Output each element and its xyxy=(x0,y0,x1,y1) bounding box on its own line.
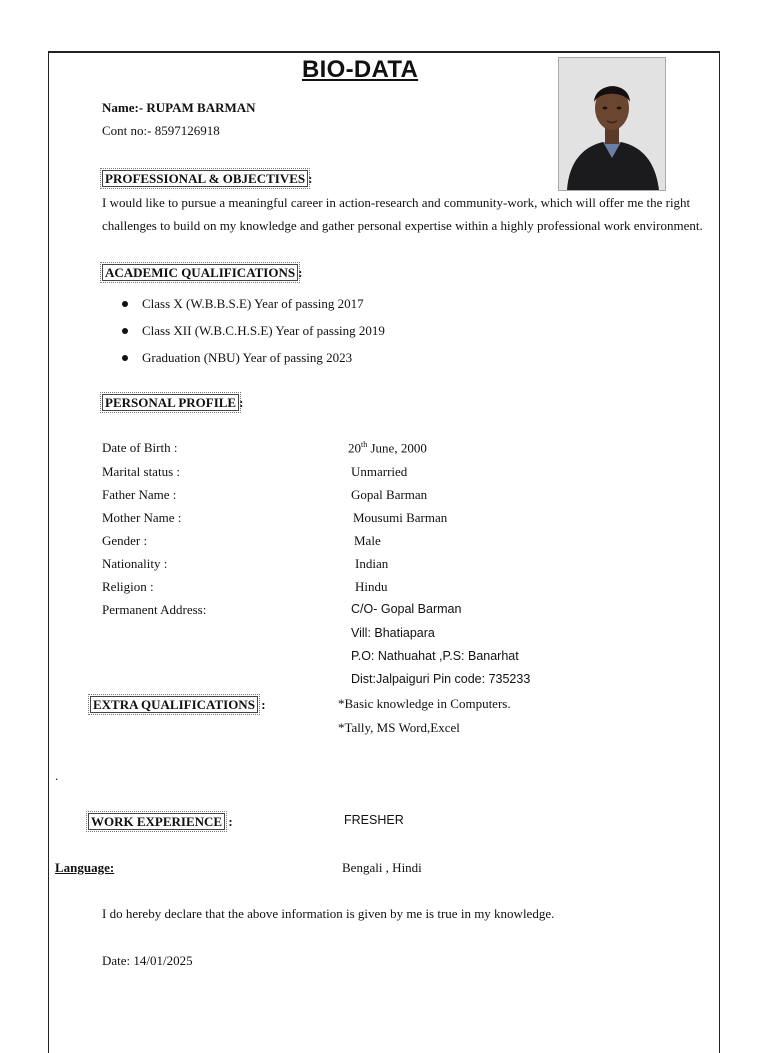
academic-list xyxy=(122,290,385,371)
contact-number: Cont no:- 8597126918 xyxy=(102,123,220,138)
list-item: Graduation (NBU) Year of passing 2023 xyxy=(122,344,385,371)
gender-label: Gender : xyxy=(102,533,148,548)
objectives-text: I would like to pursue a meaningful career in action-research and community-work, which will offer me the right challenges to build on my knowledge and gather personal expertise within a highly professional work environment. xyxy=(102,195,703,233)
mother-value: Mousumi Barman xyxy=(353,510,448,525)
work-heading: WORK EXPERIENCE : xyxy=(88,813,233,830)
bullet-icon xyxy=(122,301,128,307)
address-line: Vill: Bhatiapara xyxy=(351,626,435,640)
marital-value: Unmarried xyxy=(351,464,408,479)
address-label: Permanent Address: xyxy=(102,602,207,617)
father-value: Gopal Barman xyxy=(351,487,428,502)
address-line: C/O- Gopal Barman xyxy=(351,602,462,616)
address-line: Dist:Jalpaiguri Pin code: 735233 xyxy=(351,672,531,686)
address-line: P.O: Nathuahat ,P.S: Banarhat xyxy=(351,649,519,663)
personal-heading: PERSONAL PROFILE : xyxy=(102,394,243,411)
bullet-icon xyxy=(122,355,128,361)
candidate-name: Name:- RUPAM BARMAN xyxy=(102,100,256,115)
nationality-label: Nationality : xyxy=(102,556,168,571)
stray-dot: . xyxy=(55,768,59,783)
religion-value: Hindu xyxy=(355,579,388,594)
profile-photo-image xyxy=(559,58,665,190)
academic-heading-text: ACADEMIC QUALIFICATIONS xyxy=(102,264,298,281)
list-item: Class X (W.B.B.S.E) Year of passing 2017 xyxy=(122,290,385,317)
page-title: BIO-DATA xyxy=(302,56,419,83)
dob-value: 20th June, 2000 xyxy=(348,440,427,456)
work-heading-text: WORK EXPERIENCE xyxy=(88,813,225,830)
work-value: FRESHER xyxy=(344,813,404,827)
declaration-text: I do hereby declare that the above information is given by me is true in my knowledge. xyxy=(102,906,555,921)
extra-heading: EXTRA QUALIFICATIONS : xyxy=(90,696,266,713)
language-label: Language: xyxy=(55,860,115,875)
bullet-icon xyxy=(122,328,128,334)
personal-heading-text: PERSONAL PROFILE xyxy=(102,394,239,411)
mother-label: Mother Name : xyxy=(102,510,182,525)
marital-label: Marital status : xyxy=(102,464,180,479)
dob-label: Date of Birth : xyxy=(102,440,178,455)
gender-value: Male xyxy=(354,533,381,548)
religion-label: Religion : xyxy=(102,579,154,594)
objectives-heading-text: PROFESSIONAL & OBJECTIVES xyxy=(102,170,308,187)
nationality-value: Indian xyxy=(355,556,389,571)
objectives-heading: PROFESSIONAL & OBJECTIVES : xyxy=(102,170,312,187)
extra-item: *Basic knowledge in Computers. xyxy=(338,696,511,711)
extra-heading-text: EXTRA QUALIFICATIONS xyxy=(90,696,258,713)
extra-item: *Tally, MS Word,Excel xyxy=(338,720,460,735)
date-text: Date: 14/01/2025 xyxy=(102,953,193,968)
profile-photo xyxy=(558,57,666,191)
list-item: Class XII (W.B.C.H.S.E) Year of passing 2019 xyxy=(122,317,385,344)
language-value: Bengali , Hindi xyxy=(342,860,422,875)
father-label: Father Name : xyxy=(102,487,177,502)
academic-heading: ACADEMIC QUALIFICATIONS : xyxy=(102,264,302,281)
